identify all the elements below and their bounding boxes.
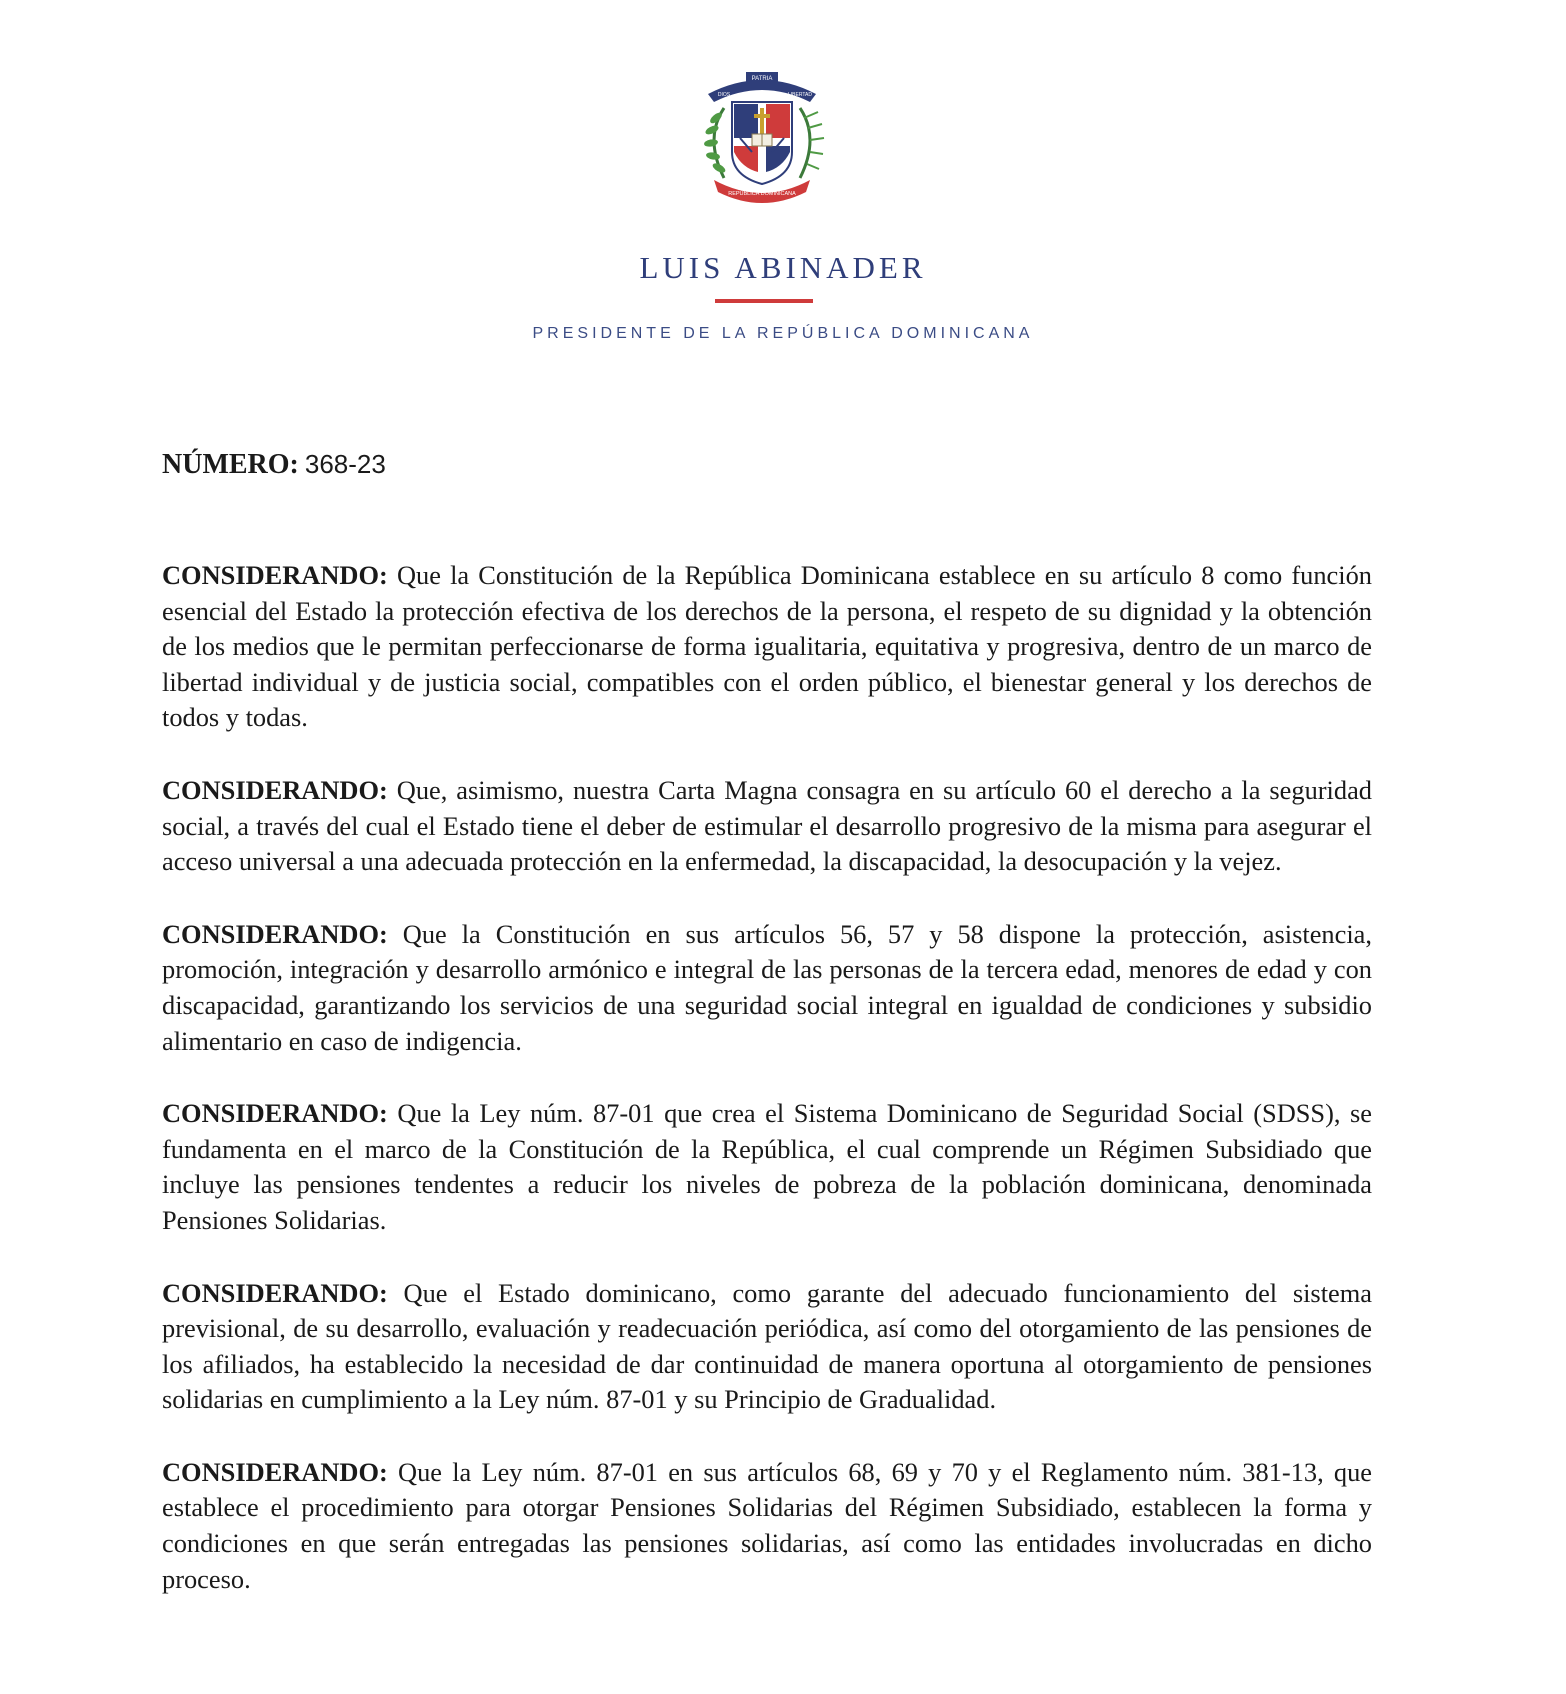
considerando-paragraph — [162, 1276, 1372, 1418]
decree-number — [162, 449, 386, 481]
considerando-paragraph — [162, 558, 1372, 736]
considerando-label: CONSIDERANDO: — [162, 774, 388, 805]
considerando-text: Que la Constitución de la República Dominicana establece en su artículo 8 como función esencial del Estado la protección efectiva de los derechos de la persona, el respeto de su dignidad y la obtención de los medios que le permitan perfeccionarse de forma igualitaria, equitativa y progresiva, dentro de un marco de libertad individual y de justicia social, compatibles con el orden público, el bienestar general y los derechos de todos y todas. — [162, 560, 1372, 733]
considerando-label: CONSIDERANDO: — [162, 560, 388, 590]
considerando-text: Que, asimismo, nuestra Carta Magna consagra en su artículo 60 el derecho a la seguridad social, a través del cual el Estado tiene el deber de estimular el desarrollo progresivo de la misma para asegurar el acceso universal a una adecuada protección en la enfermedad, la discapacidad, la desocupación y la vejez. — [162, 774, 1372, 877]
considerando-paragraph — [162, 1455, 1372, 1597]
considerando-label: CONSIDERANDO: — [162, 1456, 388, 1487]
coat-of-arms-icon — [694, 68, 830, 204]
considerando-label: CONSIDERANDO: — [162, 1277, 388, 1308]
seal-motto-left: DIOS — [717, 92, 731, 98]
considerando-paragraph — [162, 917, 1372, 1059]
considerando-label: CONSIDERANDO: — [162, 1098, 388, 1129]
document-body — [162, 558, 1372, 1634]
seal-motto-top: PATRIA — [751, 76, 773, 82]
considerando-text: Que la Ley núm. 87-01 en sus artículos 68, 69 y 70 y el Reglamento núm. 381-13, que establece el procedimiento para otorgar Pensiones Solidarias del Régimen Subsidiado, establecen la forma y condiciones en que serán entregadas las pensiones solidarias, así como las entidades involucradas en dicho proceso. — [162, 1456, 1372, 1594]
considerando-text: Que la Constitución en sus artículos 56, 57 y 58 dispone la protección, asistencia, promoción, integración y desarrollo armónico e integral de las personas de la tercera edad, menores de edad y con discapacidad, garantizando los servicios de una seguridad social integral en igualdad de condiciones y subsidio alimentario en caso de indigencia. — [162, 918, 1372, 1056]
decree-number-label: NÚMERO: — [162, 449, 299, 480]
decree-number-value: 368-23 — [304, 449, 386, 479]
considerando-paragraph — [162, 773, 1372, 880]
considerando-paragraph — [162, 1096, 1372, 1238]
considerando-text: Que la Ley núm. 87-01 que crea el Sistema Dominicano de Seguridad Social (SDSS), se fundamenta en el marco de la Constitución de la República, el cual comprende un Régimen Subsidiado que incluye las pensiones tendentes a reducir los niveles de pobreza de la población dominicana, denominada Pensiones Solidarias. — [162, 1098, 1372, 1235]
header-divider — [715, 299, 813, 303]
considerando-text: Que el Estado dominicano, como garante del adecuado funcionamiento del sistema previsional, de su desarrollo, evaluación y readecuación periódica, así como del otorgamiento de las pensiones de los afiliados, ha establecido la necesidad de dar continuidad de manera oportuna al otorgamiento de pensiones solidarias en cumplimiento a la Ley núm. 87-01 y su Principio de Gradualidad. — [162, 1277, 1372, 1415]
seal-ribbon-text: REPÚBLICA DOMINICANA — [728, 191, 796, 197]
considerando-label: CONSIDERANDO: — [162, 918, 388, 949]
seal-motto-right: LIBERTAD — [788, 92, 812, 98]
president-name: LUIS ABINADER — [639, 250, 927, 285]
president-title: PRESIDENTE DE LA REPÚBLICA DOMINICANA — [532, 325, 1034, 342]
